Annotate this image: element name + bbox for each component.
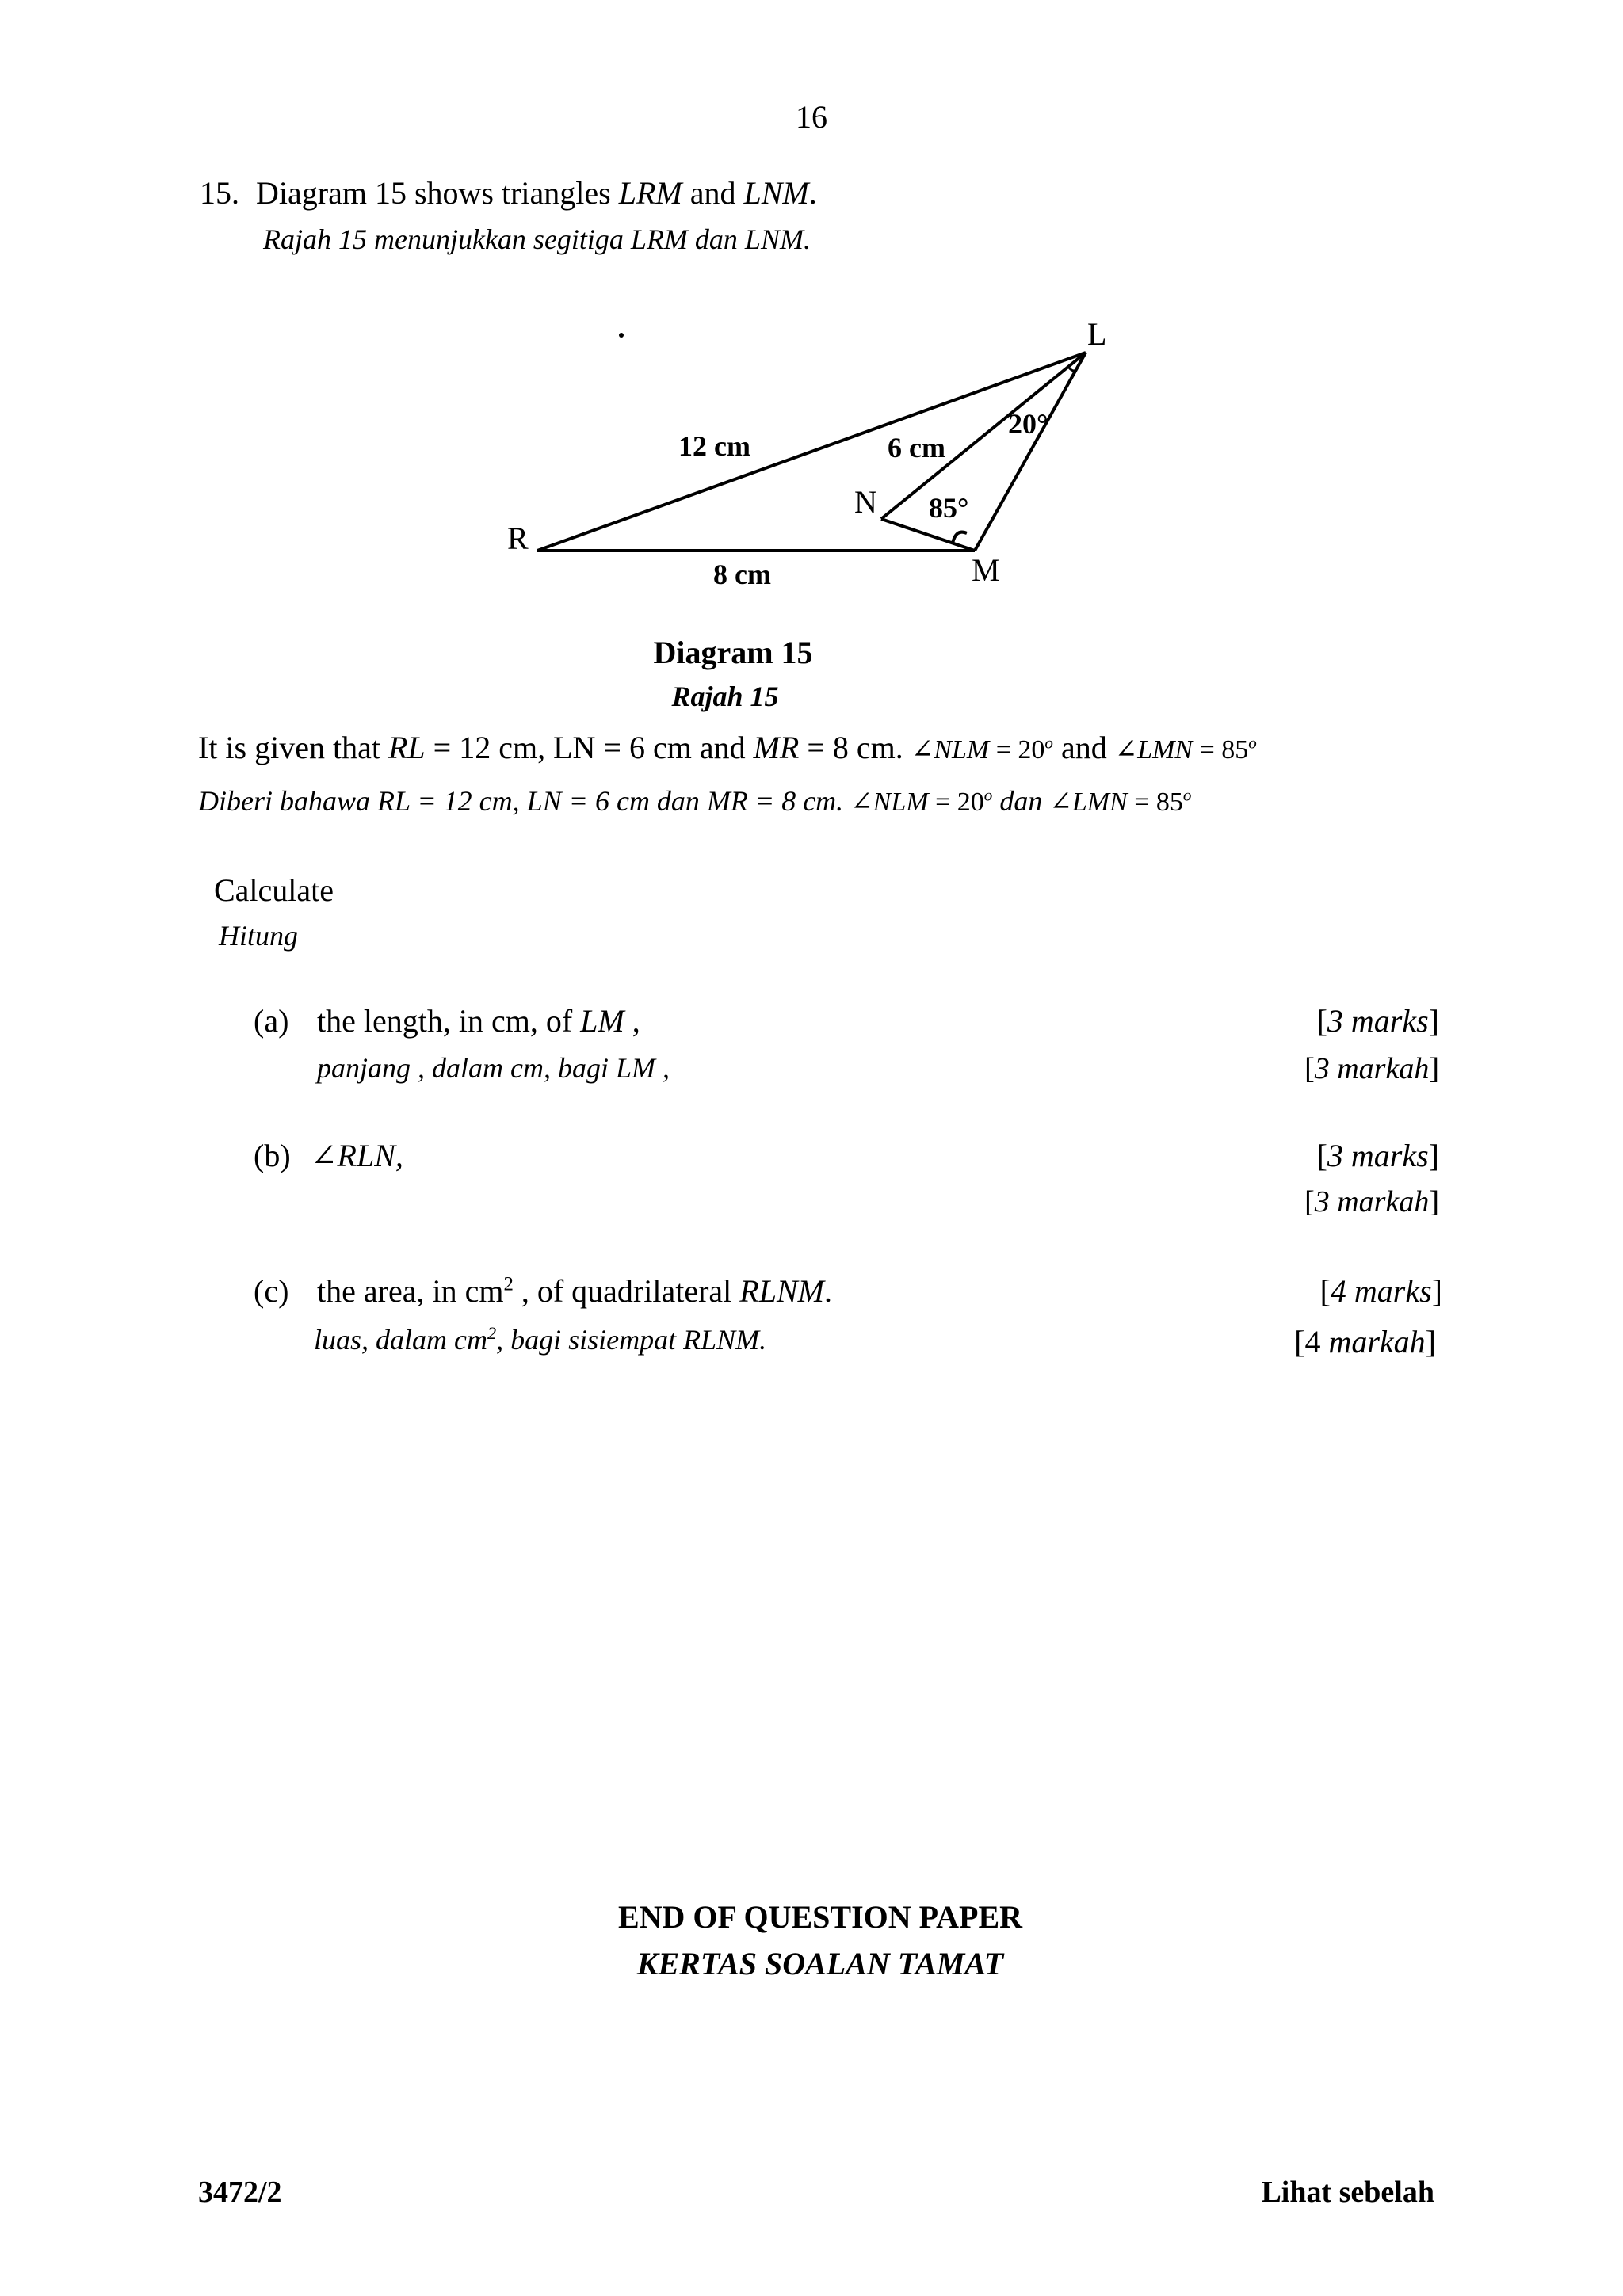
label-angle-lmn: 85° [929, 492, 969, 524]
label-ln: 6 cm [888, 432, 945, 463]
part-a-marks: [3 marks] [1316, 1003, 1439, 1039]
paper-code: 3472/2 [198, 2176, 282, 2209]
side-rl [537, 353, 1086, 551]
label-angle-nlm: 20° [1008, 408, 1048, 440]
part-a-label: (a) [254, 1003, 289, 1039]
label-rl: 12 cm [678, 430, 750, 462]
given-text-ms: Diberi bahawa RL = 12 cm, LN = 6 cm dan MR = 8 cm. ∠NLM = $20^o$ dan ∠LMN = $85^o$ [198, 785, 1192, 817]
part-a-text-ms: panjang , dalam cm, bagi LM , [317, 1052, 670, 1084]
side-nm [881, 519, 975, 551]
part-b-markah: [3 markah] [1304, 1185, 1439, 1219]
end-of-paper: END OF QUESTION PAPER [617, 1899, 1023, 1935]
question-number: 15. [200, 175, 239, 211]
part-a-markah: [3 markah] [1304, 1052, 1439, 1085]
angle-arc-nlm [1068, 367, 1078, 371]
part-c-text-en: the area, in $cm^2$ , of quadrilateral RLNM. [317, 1273, 832, 1309]
calculate-label-ms: Hitung [219, 920, 299, 952]
part-c-markah: [4 markah] [1294, 1324, 1436, 1360]
triangle-diagram [475, 305, 1125, 606]
stray-dot [619, 333, 624, 338]
diagram-title-ms: Rajah 15 [671, 681, 779, 712]
question-text-en: Diagram 15 shows triangles LRM and LNM. [256, 175, 817, 211]
part-a-text-en: the length, in cm, of LM , [317, 1003, 640, 1039]
next-page-note: Lihat sebelah [1261, 2176, 1434, 2209]
given-text-en: It is given that RL = 12 cm, LN = 6 cm and MR = 8 cm. ∠NLM = $20^o$ and ∠LMN = $85^o$ [198, 730, 1257, 765]
vertex-m: M [972, 552, 1000, 588]
label-rm: 8 cm [713, 559, 771, 590]
question-text-ms: Rajah 15 menunjukkan segitiga LRM dan LNM. [263, 223, 811, 255]
diagram-title: Diagram 15 [653, 635, 813, 670]
part-b-text: ∠RLN, [311, 1138, 403, 1173]
part-c-label: (c) [254, 1273, 289, 1309]
vertex-n: N [854, 484, 877, 520]
calculate-label: Calculate [214, 872, 334, 908]
angle-arc-lmn [953, 532, 967, 543]
part-b-label: (b) [254, 1138, 291, 1173]
part-c-text-ms: luas, dalam $cm^2$, bagi sisiempat RLNM. [314, 1323, 767, 1356]
vertex-r: R [507, 521, 529, 556]
side-lm [975, 353, 1086, 551]
vertex-l: L [1087, 316, 1107, 352]
page-number: 16 [796, 99, 827, 135]
part-b-marks: [3 marks] [1316, 1138, 1439, 1173]
part-c-marks: [4 marks] [1319, 1273, 1442, 1309]
end-of-paper-ms: KERTAS SOALAN TAMAT [636, 1946, 1004, 1981]
